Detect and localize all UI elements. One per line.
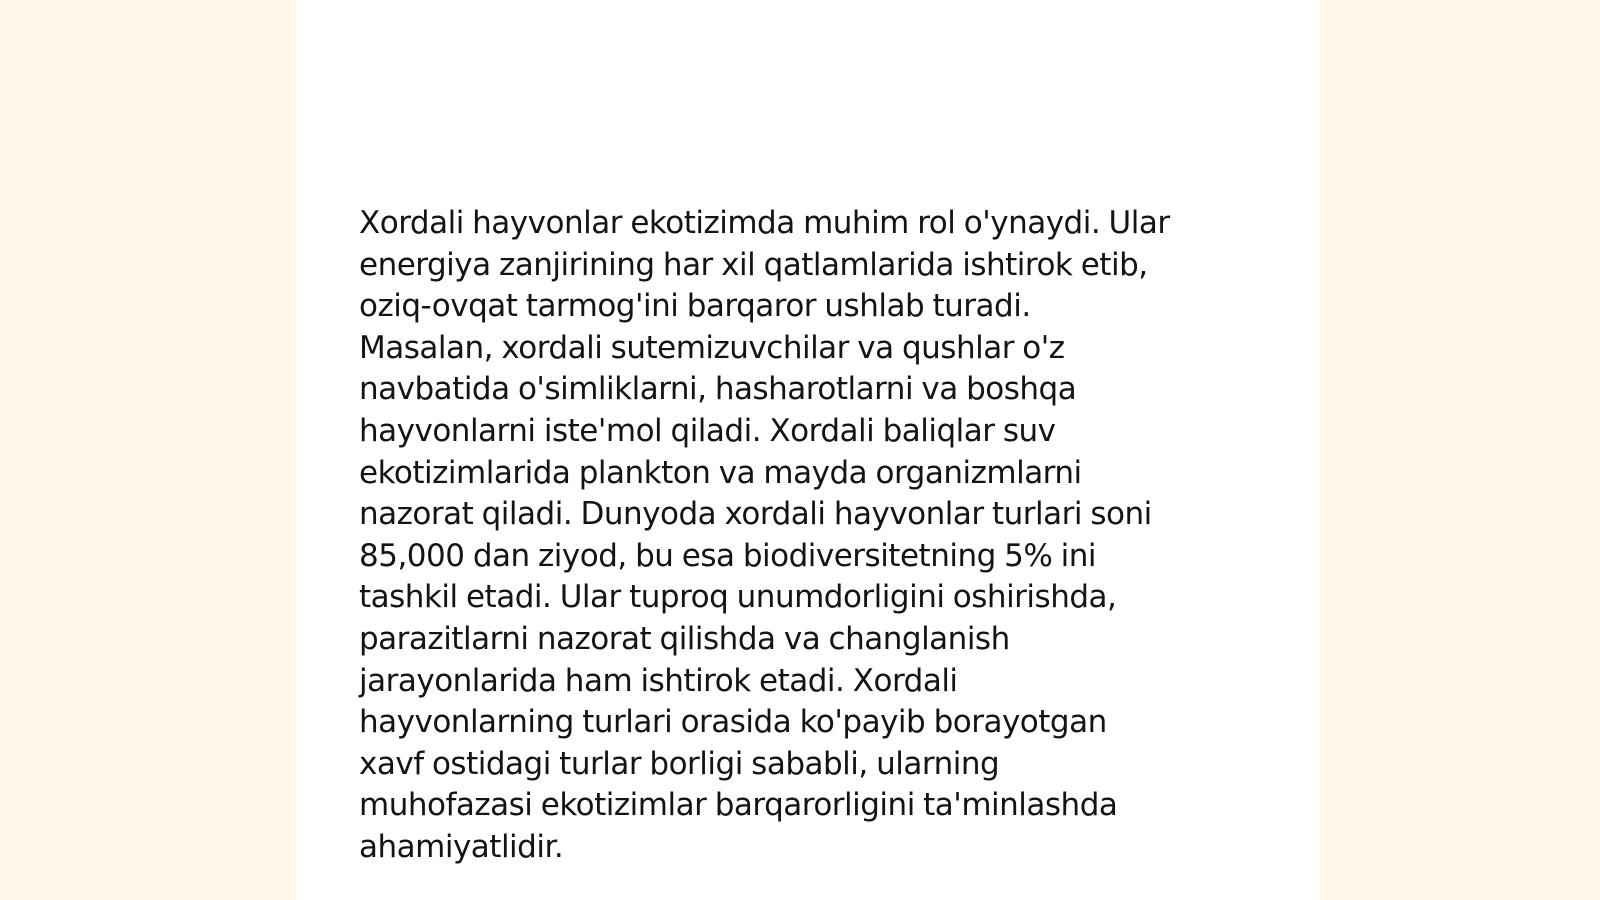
text-line: navbatida o'simliklarni, hasharotlarni va boshqa (359, 371, 1077, 408)
text-line: oziq-ovqat tarmog'ini barqaror ushlab turadi. (359, 288, 1031, 325)
body-paragraph (359, 203, 1259, 869)
text-line: parazitlarni nazorat qilishda va changlanish (359, 620, 1010, 657)
text-line: tashkil etadi. Ular tuproq unumdorligini oshirishda, (359, 579, 1117, 616)
text-line: hayvonlarning turlari orasida ko'payib borayotgan (359, 704, 1107, 741)
text-line: energiya zanjirining har xil qatlamlarida ishtirok etib, (359, 246, 1148, 283)
text-line: nazorat qiladi. Dunyoda xordali hayvonlar turlari soni (359, 496, 1152, 533)
text-line: ekotizimlarida plankton va mayda organizmlarni (359, 454, 1082, 491)
text-line: ahamiyatlidir. (359, 828, 564, 865)
text-line: Xordali hayvonlar ekotizimda muhim rol o'ynaydi. Ular (359, 205, 1170, 241)
text-line: Masalan, xordali sutemizuvchilar va qushlar o'z (359, 329, 1065, 366)
text-line: muhofazasi ekotizimlar barqarorligini ta'minlashda (359, 787, 1118, 824)
text-line: jarayonlarida ham ishtirok etadi. Xordali (359, 662, 958, 699)
text-line: hayvonlarni iste'mol qiladi. Xordali baliqlar suv (359, 412, 1056, 449)
text-line: xavf ostidagi turlar borligi sababli, ularning (359, 745, 1000, 782)
document-page (296, 0, 1320, 900)
text-line: 85,000 dan ziyod, bu esa biodiversitetning 5% ini (359, 537, 1097, 574)
